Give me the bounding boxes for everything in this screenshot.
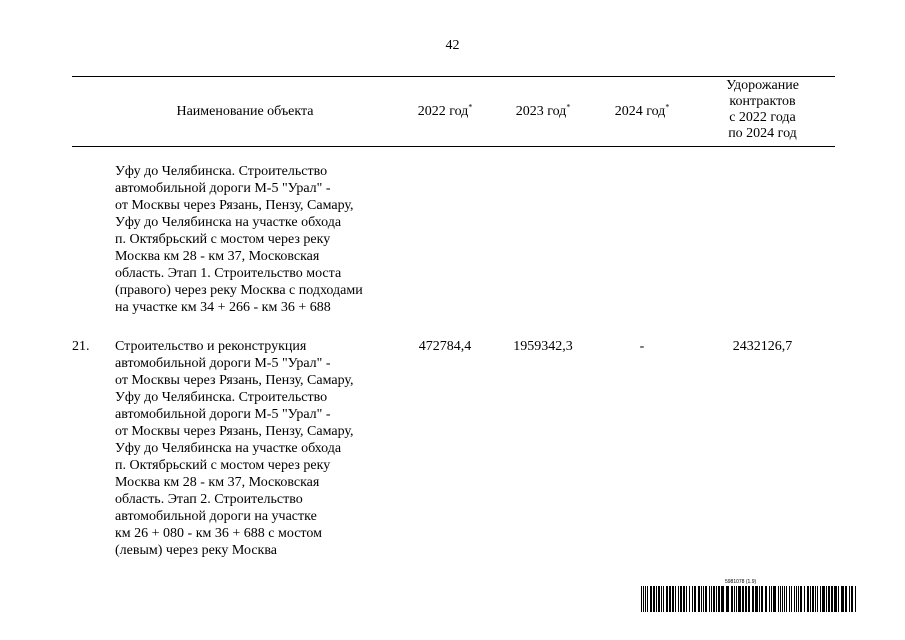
header-increase: Удорожание контрактов с 2022 года по 2024 год [726, 78, 799, 141]
barcode-icon [641, 586, 857, 612]
object-name: Уфу до Челябинска. Строительство автомобильной дороги М-5 "Урал" - от Москвы через Рязань, Пензу, Самару, Уфу до Челябинска на участке обхода п. Октябрьский с мостом через реку Москва км 28 - км 37, Московская область. Этап 1. Строительство моста (правого) через реку Москва с подходами на участке км 34 + 266 - км 36 + 688 [115, 164, 363, 315]
header-2024-text: 2024 год [614, 104, 666, 119]
header-2022-text: 2022 год [417, 104, 469, 119]
header-name-text: Наименование объекта [176, 104, 314, 119]
value-2022: 472784,4 [418, 339, 472, 354]
row-number: 21. [72, 339, 90, 354]
table-header-rule [72, 146, 835, 147]
table-top-rule [72, 76, 835, 77]
page-number: 42 [445, 38, 460, 53]
header-name [110, 104, 380, 120]
value-2023: 1959342,3 [513, 339, 573, 354]
footnote-mark: * [468, 102, 473, 112]
header-2023-text: 2023 год [515, 104, 567, 119]
header-2024 [592, 104, 692, 120]
header-2022 [395, 104, 495, 120]
value-2024: - [639, 339, 645, 354]
footnote-mark: * [566, 102, 571, 112]
barcode-label: 5981078 (1.9) [725, 579, 757, 585]
header-2023 [493, 104, 593, 120]
object-name: Строительство и реконструкция автомобильной дороги М-5 "Урал" - от Москвы через Рязань, Пензу, Самару, Уфу до Челябинска. Строительство автомобильной дороги М-5 "Урал" - от Москвы через Рязань, Пензу, Самару, Уфу до Челябинска на участке обхода п. Октябрьский с мостом через реку Москва км 28 - км 37, Московская область. Этап 2. Строительство автомобильной дороги на участке км 26 + 080 - км 36 + 688 с мостом (левым) через реку Москва [115, 339, 354, 558]
footnote-mark: * [665, 102, 670, 112]
value-increase: 2432126,7 [732, 339, 793, 354]
